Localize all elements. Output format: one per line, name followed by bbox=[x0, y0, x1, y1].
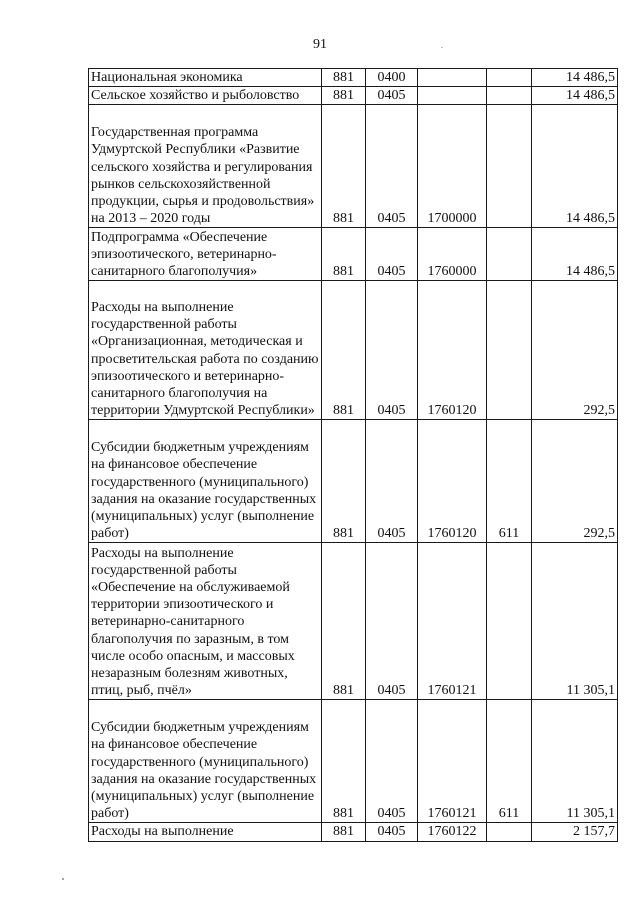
expense-type-code bbox=[487, 87, 532, 105]
section-code: 0405 bbox=[366, 823, 418, 841]
table-row bbox=[89, 420, 618, 543]
row-name: Расходы на выполнение государственной работы «Организационная, методическая и просветительская работа по созданию эпизоотического и ветеринарно-санитарного благополучия на территории Удмуртской Республики» bbox=[89, 281, 322, 420]
section-code: 0405 bbox=[366, 228, 418, 281]
target-article-code bbox=[418, 87, 487, 105]
amount: 14 486,5 bbox=[532, 87, 618, 105]
table-row bbox=[89, 105, 618, 228]
table-row bbox=[89, 87, 618, 105]
row-name: Государственная программа Удмуртской Республики «Развитие сельского хозяйства и регулирования рынков сельскохозяйственной продукции, сырья и продовольствия» на 2013 – 2020 годы bbox=[89, 105, 322, 228]
ministry-code: 881 bbox=[322, 105, 366, 228]
section-code: 0405 bbox=[366, 105, 418, 228]
amount: 11 305,1 bbox=[532, 700, 618, 823]
ministry-code: 881 bbox=[322, 700, 366, 823]
ministry-code: 881 bbox=[322, 87, 366, 105]
row-name: Национальная экономика bbox=[89, 69, 322, 87]
target-article-code: 1700000 bbox=[418, 105, 487, 228]
section-code: 0400 bbox=[366, 69, 418, 87]
table-row bbox=[89, 700, 618, 823]
budget-table bbox=[88, 68, 618, 842]
amount: 292,5 bbox=[532, 281, 618, 420]
row-name: Субсидии бюджетным учреждениям на финансовое обеспечение государственного (муниципального) задания на оказание государственных (муниципальных) услуг (выполнение работ) bbox=[89, 420, 322, 543]
expense-type-code bbox=[487, 228, 532, 281]
expense-type-code bbox=[487, 543, 532, 700]
target-article-code: 1760120 bbox=[418, 420, 487, 543]
section-code: 0405 bbox=[366, 700, 418, 823]
scan-speck bbox=[441, 47, 443, 48]
table-row bbox=[89, 543, 618, 700]
table-row bbox=[89, 69, 618, 87]
section-code: 0405 bbox=[366, 543, 418, 700]
target-article-code: 1760122 bbox=[418, 823, 487, 841]
target-article-code bbox=[418, 69, 487, 87]
ministry-code: 881 bbox=[322, 281, 366, 420]
ministry-code: 881 bbox=[322, 543, 366, 700]
page-number: 91 bbox=[313, 37, 327, 52]
amount: 292,5 bbox=[532, 420, 618, 543]
target-article-code: 1760121 bbox=[418, 543, 487, 700]
expense-type-code bbox=[487, 281, 532, 420]
expense-type-code bbox=[487, 105, 532, 228]
ministry-code: 881 bbox=[322, 69, 366, 87]
row-name: Субсидии бюджетным учреждениям на финансовое обеспечение государственного (муниципального) задания на оказание государственных (муниципальных) услуг (выполнение работ) bbox=[89, 700, 322, 823]
section-code: 0405 bbox=[366, 281, 418, 420]
amount: 2 157,7 bbox=[532, 823, 618, 841]
row-name: Расходы на выполнение государственной работы «Обеспечение на обслуживаемой территории эпизоотического и ветеринарно-санитарного благополучия по заразным, в том числе особо опасным, и массовых незаразным болезням животных, птиц, рыб, пчёл» bbox=[89, 543, 322, 700]
expense-type-code: 611 bbox=[487, 700, 532, 823]
expense-type-code: 611 bbox=[487, 420, 532, 543]
amount: 14 486,5 bbox=[532, 105, 618, 228]
ministry-code: 881 bbox=[322, 420, 366, 543]
table-row bbox=[89, 823, 618, 841]
amount: 11 305,1 bbox=[532, 543, 618, 700]
ministry-code: 881 bbox=[322, 228, 366, 281]
row-name: Расходы на выполнение bbox=[89, 823, 322, 841]
target-article-code: 1760000 bbox=[418, 228, 487, 281]
section-code: 0405 bbox=[366, 87, 418, 105]
amount: 14 486,5 bbox=[532, 228, 618, 281]
expense-type-code bbox=[487, 823, 532, 841]
table-row bbox=[89, 228, 618, 281]
target-article-code: 1760121 bbox=[418, 700, 487, 823]
amount: 14 486,5 bbox=[532, 69, 618, 87]
section-code: 0405 bbox=[366, 420, 418, 543]
row-name: Сельское хозяйство и рыболовство bbox=[89, 87, 322, 105]
ministry-code: 881 bbox=[322, 823, 366, 841]
target-article-code: 1760120 bbox=[418, 281, 487, 420]
table-row bbox=[89, 281, 618, 420]
scan-dot bbox=[62, 878, 64, 880]
row-name: Подпрограмма «Обеспечение эпизоотического, ветеринарно-санитарного благополучия» bbox=[89, 228, 322, 281]
expense-type-code bbox=[487, 69, 532, 87]
